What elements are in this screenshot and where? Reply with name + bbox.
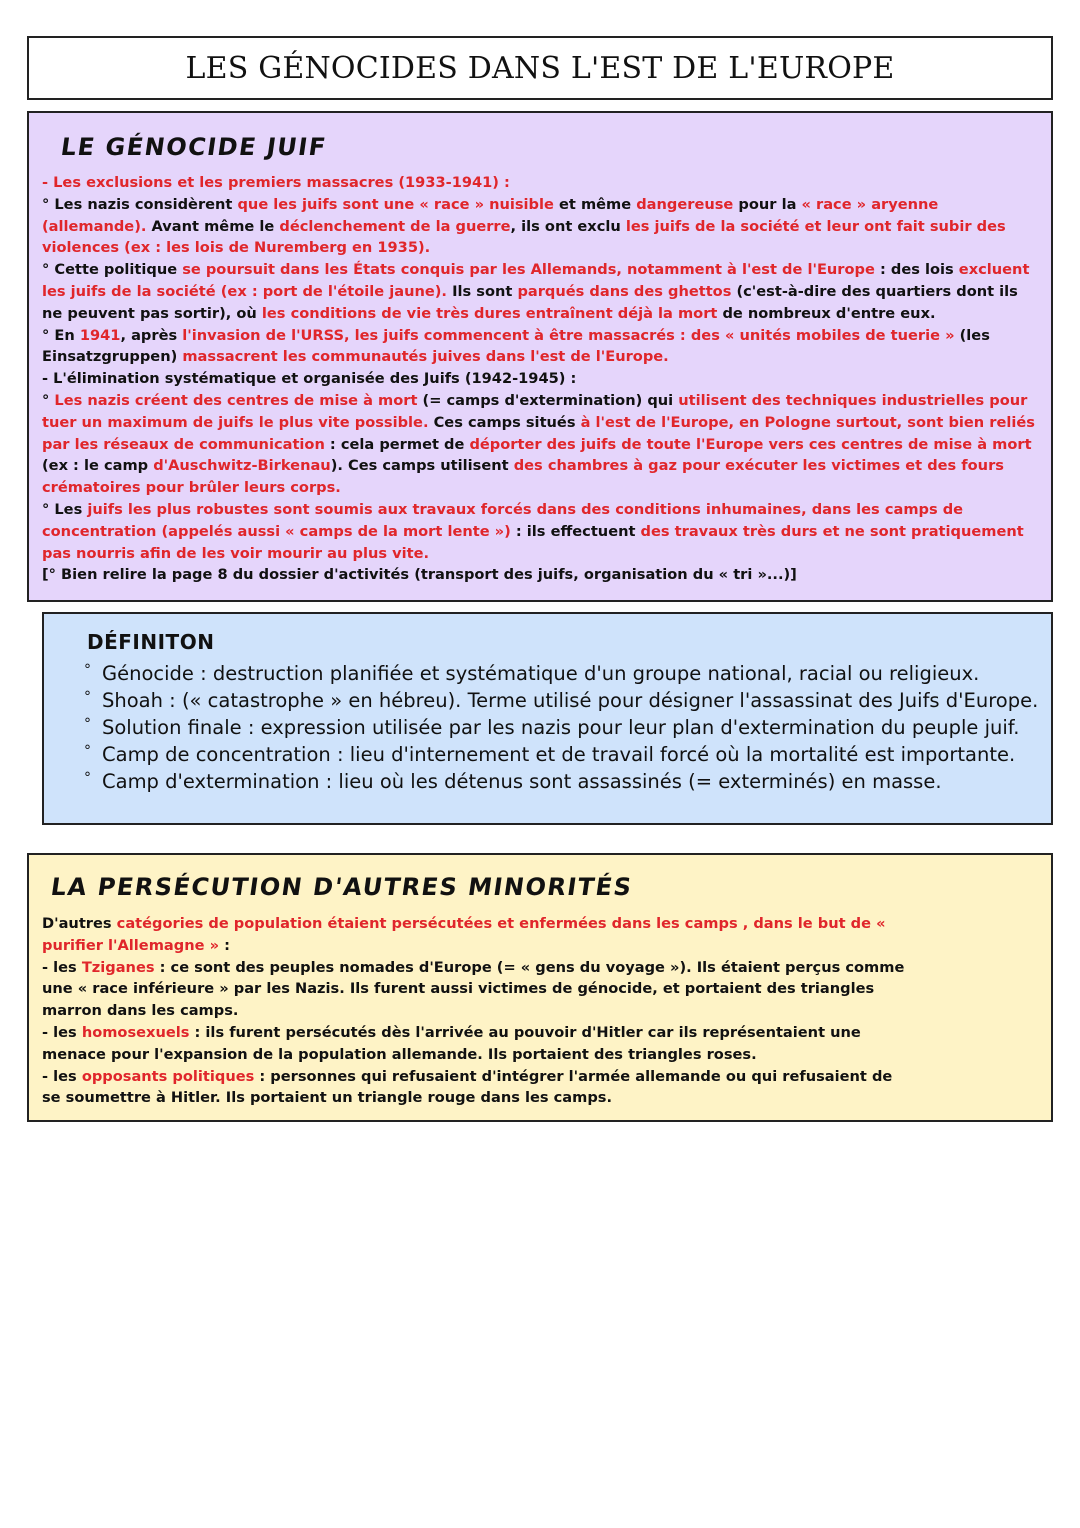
section-genocide-juif [27,111,1053,602]
list-item: ° Génocide : destruction planifiée et systématique d'un groupe national, racial ou religieux. [84,662,980,685]
paragraph: - Les exclusions et les premiers massacres (1933-1941) : [42,174,510,191]
section-heading-definition: DÉFINITON [87,630,215,654]
list-item: ° Camp de concentration : lieu d'internement et de travail forcé où la mortalité est importante. [84,743,1016,766]
section-heading-juif: LE GÉNOCIDE JUIF [59,133,329,161]
list-item: ° Shoah : (« catastrophe » en hébreu). Terme utilisé pour désigner l'assassinat des Juifs d'Europe. [84,689,1039,712]
paragraph: [° Bien relire la page 8 du dossier d'activités (transport des juifs, organisation du « tri »...)] [42,566,797,584]
paragraph: - les opposants politiques : personnes qui refusaient d'intégrer l'armée allemande ou qui refusaient de se soumettre à Hitler. Ils portaient un triangle rouge dans les camps. [42,1067,893,1107]
section-persecution [27,853,1053,1122]
paragraph: ° Les nazis créent des centres de mise à mort (= camps d'extermination) qui utilisent des techniques industrielles pour tuer un maximum de juifs le plus vite possible. Ces camps situés à l'est de l'Europe, en Pologne surtout, sont bien reliés par les réseaux de communication : cela permet de déporter des juifs de toute l'Europe vers ces centres de mise à mort (ex : le camp d'Auschwitz-Birkenau). Ces camps utilisent des chambres à gaz pour exécuter les victimes et des fours crématoires pour brûler leurs corps. [42,391,1035,497]
title-box [27,36,1053,100]
paragraph: D'autres catégories de population étaient persécutées et enfermées dans les camps , dans le but de « purifier l'Allemagne » : [42,915,886,954]
page-title: LES GÉNOCIDES DANS L'EST DE L'EUROPE [185,50,895,86]
section-definition [42,612,1053,825]
definition-list [84,660,1038,795]
paragraph: - les Tziganes : ce sont des peuples nomades d'Europe (= « gens du voyage »). Ils étaient perçus comme une « race inférieure » par les Nazis. Ils furent aussi victimes de génocide, et portaient des triangles marron dans les camps. [42,958,905,1020]
paragraph: ° Les juifs les plus robustes sont soumis aux travaux forcés dans des conditions inhumaines, dans les camps de concentration (appelés aussi « camps de la mort lente ») : ils effectuent des travaux très durs et ne sont pratiquement pas nourris afin de les voir mourir au plus vite. [42,500,1024,562]
persecution-text [42,913,912,1109]
paragraph: - les homosexuels : ils furent persécutés dès l'arrivée au pouvoir d'Hitler car ils représentaient une menace pour l'expansion de la population allemande. Ils portaient des triangles roses. [42,1023,861,1063]
paragraph: - L'élimination systématique et organisée des Juifs (1942-1945) : [42,370,577,388]
list-item: ° Solution finale : expression utilisée par les nazis pour leur plan d'extermination du peuple juif. [84,716,1020,739]
section-heading-persecution: LA PERSÉCUTION D'AUTRES MINORITÉS [49,873,635,901]
list-item: ° Camp d'extermination : lieu où les détenus sont assassinés (= exterminés) en masse. [84,770,942,793]
paragraph: ° Cette politique se poursuit dans les États conquis par les Allemands, notamment à l'est de l'Europe : des lois excluent les juifs de la société (ex : port de l'étoile jaune). Ils sont parqués dans des ghettos (c'est-à-dire des quartiers dont ils ne peuvent pas sortir), où les conditions de vie très dures entraînent déjà la mort de nombreux d'entre eux. [42,261,1030,322]
paragraph: ° En 1941, après l'invasion de l'URSS, les juifs commencent à être massacrés : des « unités mobiles de tuerie » (les Einsatzgruppen) massacrent les communautés juives dans l'est de l'Europe. [42,326,990,366]
paragraph: ° Les nazis considèrent que les juifs sont une « race » nuisible et même dangereuse pour la « race » aryenne (allemande). Avant même le déclenchement de la guerre, ils ont exclu les juifs de la société et leur ont fait subir des violences (ex : les lois de Nuremberg en 1935). [42,195,1006,257]
juif-text [42,172,1038,586]
